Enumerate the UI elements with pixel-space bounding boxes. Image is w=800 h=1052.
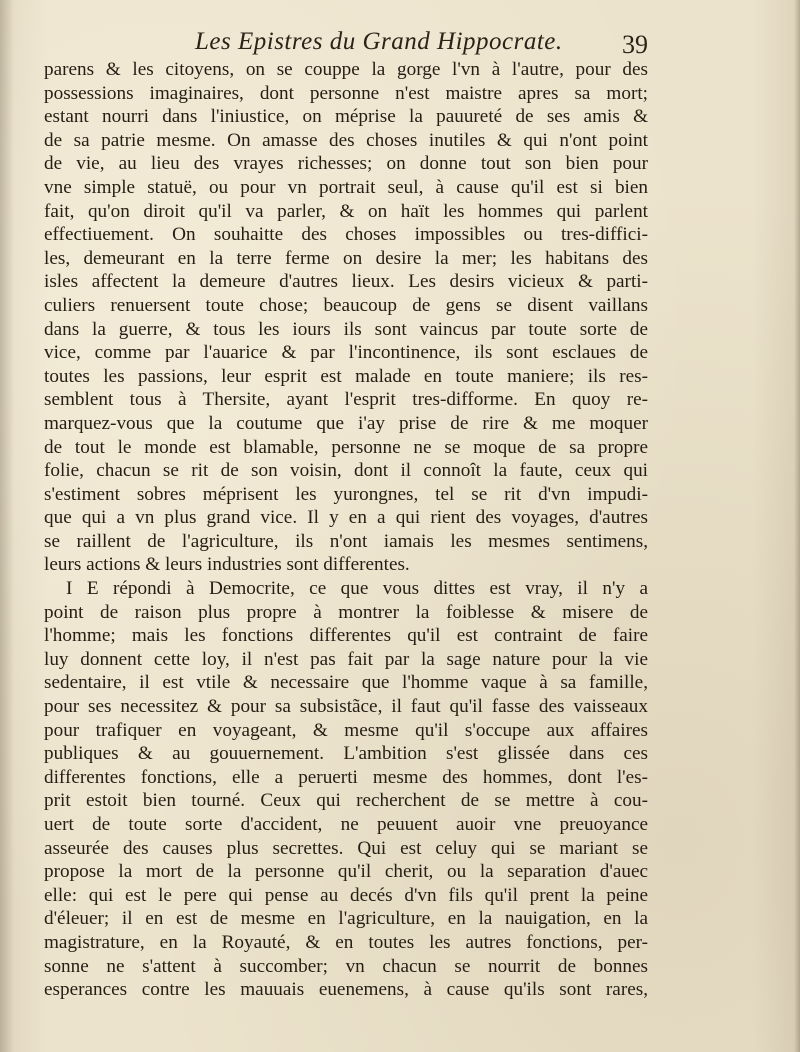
- text-line: pour ses necessitez & pour sa subsistãce, il faut qu'il fasse des vaisseaux: [44, 696, 648, 718]
- text-line: marquez-vous que la coutume que i'ay prise de rire & me moquer: [44, 412, 648, 434]
- text-line: prit estoit bien tourné. Ceux qui recherchent de se mettre à cou-: [44, 790, 648, 812]
- text-line: l'homme; mais les fonctions differentes qu'il est contraint de faire: [44, 625, 648, 647]
- text-line: possessions imaginaires, dont personne n'est maistre apres sa mort;: [44, 82, 648, 104]
- text-line: fait, qu'on diroit qu'il va parler, & on haït les hommes qui parlent: [44, 200, 648, 222]
- text-line: pour trafiquer en voyageant, & mesme qu'il s'occupe aux affaires: [44, 719, 648, 741]
- text-line: sonne ne s'attent à succomber; vn chacun se nourrit de bonnes: [44, 955, 648, 977]
- text-line: elle: qui est le pere qui pense au decés d'vn fils qu'il prent la peine: [44, 884, 648, 906]
- text-line: de tout le monde est blamable, personne ne se moque de sa propre: [44, 436, 648, 458]
- text-line: parens & les citoyens, on se couppe la gorge l'vn à l'autre, pour des: [44, 59, 648, 80]
- text-line: effectiuement. On souhaitte des choses impossibles ou tres-diffici-: [44, 224, 648, 246]
- paragraph-start-line: I E répondi à Democrite, ce que vous dittes est vray, il n'y a: [66, 578, 648, 600]
- text-line: vice, comme par l'auarice & par l'incontinence, ils sont esclaues de: [44, 342, 648, 364]
- text-line: esperances contre les mauuais euenemens, à cause qu'ils sont rares,: [44, 979, 648, 1001]
- text-line: point de raison plus propre à montrer la foiblesse & misere de: [44, 601, 648, 623]
- body-text: [44, 58, 648, 1002]
- text-line: se raillent de l'agriculture, ils n'ont iamais les mesmes sentimens,: [44, 530, 648, 552]
- text-line: semblent tous à Thersite, ayant l'esprit tres-difforme. En quoy re-: [44, 389, 648, 411]
- text-line: propose la mort de la personne qu'il cherit, ou la separation d'auec: [44, 861, 648, 883]
- text-line: asseurée des causes plus secrettes. Qui est celuy qui se mariant se: [44, 837, 648, 859]
- page-header: [0, 22, 800, 62]
- text-line: de vie, au lieu des vrayes richesses; on donne tout son bien pour: [44, 153, 648, 175]
- text-line: s'estiment sobres méprisent les yurongnes, tel se rit d'vn impudi-: [44, 483, 648, 505]
- text-line: culiers renuersent toute chose; beaucoup de gens se disent vaillans: [44, 294, 648, 316]
- text-line: estant nourri dans l'iniustice, on méprise la pauureté de ses amis &: [44, 106, 648, 128]
- text-line: magistrature, en la Royauté, & en toutes les autres fonctions, per-: [44, 931, 648, 953]
- text-line: toutes les passions, leur esprit est malade en toute maniere; ils res-: [44, 365, 648, 387]
- text-line: publiques & au gouuernement. L'ambition s'est glissée dans ces: [44, 743, 648, 765]
- text-line: de sa patrie mesme. On amasse des choses inutiles & qui n'ont point: [44, 129, 648, 151]
- text-line: sedentaire, il est vtile & necessaire que l'homme vaque à sa famille,: [44, 672, 648, 694]
- text-line: differentes fonctions, elle a peruerti mesme des hommes, dont l'es-: [44, 766, 648, 788]
- text-line: d'éleuer; il en est de mesme en l'agriculture, en la nauigation, en la: [44, 908, 648, 930]
- paragraph-end-line: leurs actions & leurs industries sont differentes.: [44, 554, 410, 576]
- page-number: 39: [622, 30, 648, 59]
- page-spine-shadow: [0, 0, 14, 1052]
- text-line: uert de toute sorte d'accident, ne peuuent auoir vne preuoyance: [44, 814, 648, 835]
- text-line: luy donnent cette loy, il n'est pas fait par la sage nature pour la vie: [44, 648, 648, 670]
- page-edge-shadow: [794, 0, 800, 1052]
- text-line: vne simple statuë, ou pour vn portrait seul, à cause qu'il est si bien: [44, 176, 648, 198]
- text-line: folie, chacun se rit de son voisin, dont il connoît la faute, ceux qui: [44, 460, 648, 482]
- text-line: dans la guerre, & tous les iours ils sont vaincus par toute sorte de: [44, 318, 648, 340]
- text-line: les, demeurant en la terre ferme on desire la mer; les habitans des: [44, 247, 648, 269]
- text-line: isles affectent la demeure d'autres lieux. Les desirs vicieux & parti-: [44, 271, 648, 293]
- running-title: Les Epistres du Grand Hippocrate.: [195, 28, 563, 55]
- text-line: que qui a vn plus grand vice. Il y en a qui rient des voyages, d'autres: [44, 507, 648, 529]
